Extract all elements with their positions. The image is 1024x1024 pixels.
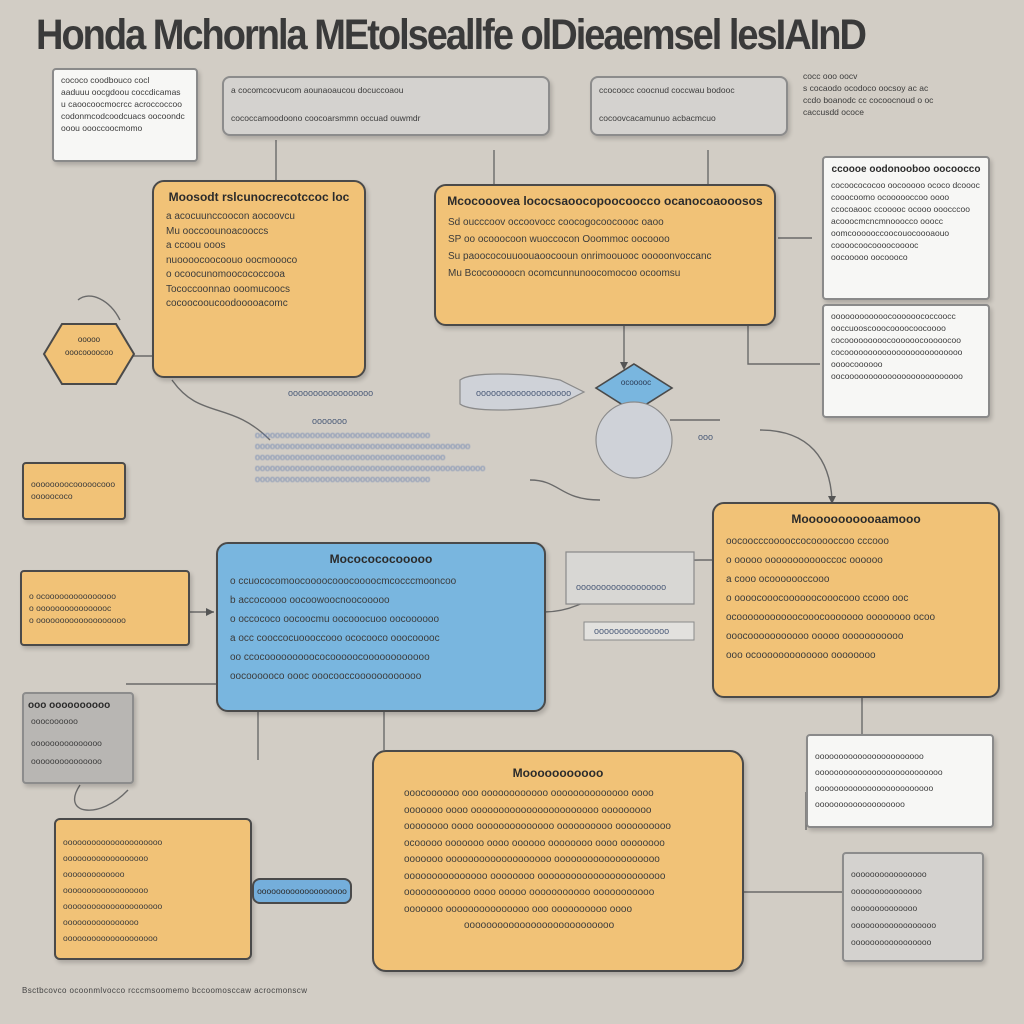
box-line: nuoooocoocoouo oocmoooco: [166, 254, 298, 266]
box-header: Mcocooovea lococsaoocopoocoocco ocanocoaooosos: [447, 194, 763, 208]
box-header: Mooooooooooaamooo: [791, 512, 921, 526]
note-line: cocoocococoo oocooooo ococo dcoooc: [831, 180, 980, 190]
diagram-title: Honda Mchornla MEtolseallfe olDieaemsel lesIAInD: [36, 12, 865, 60]
note-line: ooooooooooooooo: [851, 886, 922, 896]
box-line: ooooococo: [31, 491, 73, 501]
note-card-right-3: [806, 734, 994, 828]
note-line: ooccuooscooocoooocoocoooo: [831, 323, 946, 333]
box-line: ooooooo ooooooooooooooooooo ooooooooooooooooooo: [404, 854, 660, 865]
process-box-left-mid: [20, 570, 190, 646]
box-line: oooooooooooooooooooo: [63, 933, 158, 943]
box-line: oooooooo oooo oooooooooooooo oooooooooo oooooooooo: [404, 821, 671, 832]
box-line: b accocoooo oocoowoocnoocooooo: [230, 595, 390, 606]
floating-label: oooooooooooooooooo: [576, 582, 667, 592]
blurred-line: ooooooooooooooooooooooooooooooooooo: [255, 430, 431, 440]
floating-label: ooo: [698, 432, 714, 442]
box-line: Su paoococouuoouaoocooun onrimoouooc ooooonvoccanc: [448, 251, 712, 262]
note-card-gray-left: [22, 692, 134, 784]
note-line: oooocoooooo: [831, 359, 883, 369]
note-line: ooooooooooooooooooo: [815, 799, 905, 809]
box-line: oo ccocooooooooococooooocoooooooooooo: [230, 652, 430, 663]
note-text-top-right: [796, 70, 986, 118]
connector-line: [760, 430, 832, 500]
box-line: a occ cooccocuoooccooo ococooco ooocooooc: [230, 633, 440, 644]
connector-arrowhead: [206, 608, 214, 616]
note-line: ooooooooooooooo: [31, 756, 102, 766]
box-line: o ooooo oooooooooooccoc oooooo: [726, 555, 883, 566]
box-line: ooooooooooooooooooooooooooo: [464, 920, 615, 931]
note-line: ooooooooooooooo: [31, 738, 102, 748]
process-box-3: [712, 502, 1000, 698]
box-line: ocooooooooooocooocooooooo oooooooo ocoo: [726, 612, 936, 623]
box-line: o ooooooooooooooooooo: [29, 615, 126, 625]
connector-line: [75, 785, 128, 810]
note-line: ccocoaooc ccooooc ocooo ooocccoo: [831, 204, 970, 214]
box-line: a cooo ocooooooccooo: [726, 574, 830, 585]
note-line: ooooooooooooooooooooooooo: [815, 783, 934, 793]
hexagon-line: ooocoooocoo: [64, 348, 114, 357]
note-line: oomcoooooccoocouocoooaouo: [831, 228, 950, 238]
box-line: ooooooooooooooooooooo: [63, 901, 163, 911]
box-line: oooooooooooooooo: [63, 917, 139, 927]
note-line: acooocmcncmnooocco ooocc: [831, 216, 943, 226]
box-header: Mococococooooo: [329, 552, 433, 566]
process-box-bottom-left: [54, 818, 252, 960]
box-line: Mu Bcocooooocn ocomcunnunoocomocoo ocoomsu: [448, 268, 681, 279]
box-line: SP oo ocooocoon wuoccocon Ooommoc oocoooo: [448, 234, 670, 245]
box-line: o oooocooocoooooocooocooo ccooo ooc: [726, 593, 909, 604]
blurred-line: ooooooooooooooooooooooooooooooooooooooooooo: [255, 441, 471, 451]
box-line: ooooooo ooooooooooooooo ooo oooooooooo oooo: [404, 903, 633, 915]
note-line: caccusdd ococe: [803, 107, 864, 117]
box-line: Mu ooccoounoacooccs: [166, 225, 269, 237]
box-line: ooooooooooooooo oooooooo ooooooooooooooooooooooo: [404, 870, 666, 882]
note-line: cocc ooo oocv: [803, 71, 858, 81]
diamond-label: ocooooc: [620, 378, 652, 387]
box-line: oooooooooooooooooo: [63, 853, 149, 863]
note-line: a cocomcocvucom aounaoaucou docuccoaou: [231, 85, 404, 95]
box-line: Sd oucccoov occoovocc coocogocoocoooc oaoo: [448, 217, 664, 228]
floating-label: ooooooooooooooooooo: [476, 388, 572, 398]
blurred-line: oooooooooooooooooooooooooooooooooooooo: [255, 452, 446, 462]
box-line: oooooooooooo oooo ooooo ooooooooooo ooooooooooo: [404, 887, 655, 898]
note-line: cocooooooooooooooooooooooooo: [831, 347, 963, 357]
central-process-box: [216, 542, 546, 712]
box-header: ccoooe oodonooboo oocoocco: [831, 164, 981, 175]
footer-caption: Bsctbcovco ocoonmlvocco rcccmsoomemo bccoomosccaw acrocmonscw: [22, 986, 308, 995]
box-line: ocooooo ooooooo oooo oooooo oooooooo oooo oooooooo: [404, 837, 665, 849]
note-card-right-2: [822, 304, 990, 418]
blurred-line: oooooooooooooooooooooooooooooooooooooooooooooo: [255, 463, 486, 473]
box-line: o ccuococomoocoooocooocoooocmcocccmooncoo: [230, 576, 457, 587]
box-line: oooooooooooooooooo: [63, 885, 149, 895]
note-line: cococo coodbouco cocl: [61, 75, 150, 85]
connector-line: [748, 326, 820, 364]
process-box-bottom-center: [372, 750, 744, 972]
note-line: cocoovcacamunuo acbacmcuo: [599, 113, 716, 123]
note-card-top-left: [52, 68, 198, 162]
note-line: ooocoooooo: [31, 716, 78, 726]
box-line: a ccoou ooos: [166, 240, 226, 251]
note-line: coooocoocoooocooooc: [831, 240, 919, 250]
note-line: oooooooooooooooo: [851, 869, 927, 879]
note-line: ooooooooooooooooo: [851, 937, 932, 947]
note-line: ooooooooooooooooooooooo: [815, 751, 924, 761]
note-line: ccocoocc coocnud coccwau bodooc: [599, 85, 735, 95]
note-card-top-mid-2: [590, 76, 788, 136]
note-line: u caoocoocmocrcc acroccoccoo: [61, 99, 182, 109]
hexagon-label: [46, 333, 132, 359]
note-card-right-1: [822, 156, 990, 300]
box-line: o ocoocunomoocococcooa: [166, 269, 285, 280]
box-header: ooo oooooooooo: [28, 700, 111, 711]
note-line: oocooooooooooooooooooooooooo: [831, 371, 963, 381]
box-line: ooo ocooooooooooooo oooooooo: [726, 650, 876, 661]
box-line: oocoocccooooccocooooccoo cccooo: [726, 536, 889, 547]
box-line: oocoooooco oooc ooocooccoooooooooooo: [230, 671, 422, 682]
note-line: oooooooooooocoooooococcoocc: [831, 311, 956, 321]
box-line: a acocuunccoocon aocoovcu: [166, 211, 295, 222]
pill-connector-shape: [566, 552, 694, 604]
box-line: oooooooocooooocooo: [31, 479, 116, 489]
box-line: cocoocooucoodooooacomc: [166, 298, 288, 309]
box-line: ooooooooooooo: [63, 869, 125, 879]
floating-label: ooooooooooooooooo: [288, 388, 374, 398]
blurred-line: ooooooooooooooooooooooooooooooooooo: [255, 474, 431, 484]
process-box-1: [152, 180, 366, 378]
blurred-annotation: [255, 430, 545, 490]
box-header: Mooooooooooo: [512, 766, 604, 780]
box-line: ooooooooooooooooooooo: [63, 837, 163, 847]
box-line: o occococo oocoocmu oocooocuoo oocoooooo: [230, 614, 440, 625]
pill-node: ooooooooooooooooooo: [252, 878, 352, 904]
note-card-gray-bottom-right: [842, 852, 984, 962]
note-line: ooou oooccoocmomo: [61, 123, 143, 133]
hexagon-line: ooooo: [77, 335, 101, 344]
note-line: oooooooooooooooooo: [851, 920, 937, 930]
box-line: ooooooo oooo ooooooooooooooooooooooo ooooooooo: [404, 804, 652, 816]
box-line: o oooooooooooooooc: [29, 603, 112, 613]
note-line: ccdo boanodc cc cocoocnoud o oc: [803, 95, 934, 105]
oval-shape: [596, 402, 672, 478]
note-line: cocooooooooocoooooocooooocoo: [831, 335, 961, 345]
floating-label: ooooooo: [312, 416, 348, 426]
process-box-small-left: [22, 462, 126, 520]
note-line: s cocaodo ocodoco oocsoy ac ac: [803, 83, 929, 93]
note-line: ooooooooooooooooooooooooooo: [815, 767, 943, 777]
note-line: oocooooo oocoooco: [831, 252, 908, 262]
note-line: aaduuu oocgdoou coccdicamas: [61, 87, 181, 97]
note-line: oooooooooooooo: [851, 903, 918, 913]
box-line: ooocooooooooooo ooooo ooooooooooo: [726, 631, 904, 642]
box-header: Moosodt rslcunocrecotccoc loc: [168, 190, 350, 204]
note-card-top-mid-1: [222, 76, 550, 136]
process-box-2: [434, 184, 776, 326]
note-line: cooocoomo ocoooooccoo oooo: [831, 192, 950, 202]
note-line: codonmcodcoodcuacs oocoondc: [61, 111, 185, 121]
box-line: ooocoooooo ooo oooooooooooo oooooooooooooo oooo: [404, 788, 654, 799]
box-line: Tococcoonnao ooomucoocs: [166, 283, 290, 295]
connector-line: [78, 296, 120, 320]
box-line: o ocooooooooooooooo: [29, 591, 116, 601]
note-line: cococcamoodoono coocoarsmmn occuad ouwmdr: [231, 113, 421, 123]
floating-label: ooooooooooooooo: [594, 626, 670, 636]
